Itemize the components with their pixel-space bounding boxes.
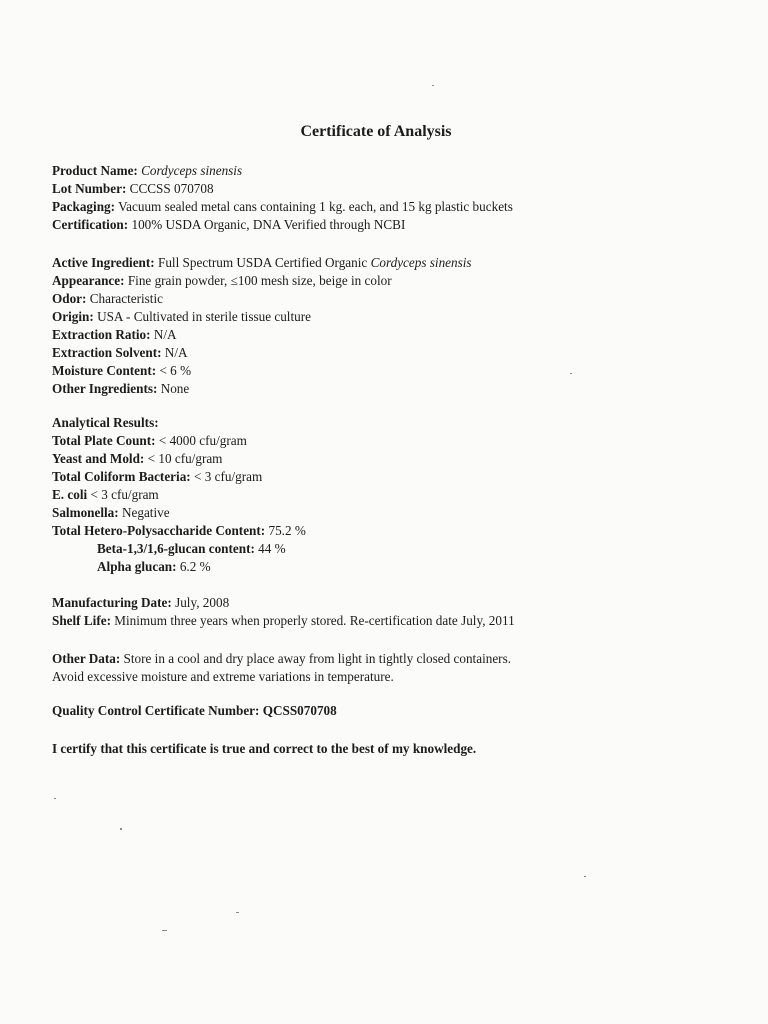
- scan-speck: [570, 373, 572, 374]
- certify-statement: I certify that this certificate is true and correct to the best of my knowledge.: [52, 741, 477, 756]
- analytical-row: E. coli < 3 cfu/gram: [52, 487, 159, 502]
- scan-speck: [432, 85, 434, 86]
- analytical-row: Total Plate Count: < 4000 cfu/gram: [52, 433, 247, 448]
- analytical-row: Total Coliform Bacteria: < 3 cfu/gram: [52, 469, 263, 484]
- product-section: [52, 162, 752, 234]
- certify-section: [52, 740, 752, 758]
- packaging-line: Packaging: Vacuum sealed metal cans containing 1 kg. each, and 15 kg plastic buckets: [52, 199, 513, 214]
- analytical-row: Salmonella: Negative: [52, 505, 170, 520]
- analytical-section: [52, 414, 752, 576]
- certification-line: Certification: 100% USDA Organic, DNA Verified through NCBI: [52, 217, 406, 232]
- active-ingredient-line: Active Ingredient: Full Spectrum USDA Certified Organic Cordyceps sinensis: [52, 255, 472, 270]
- analytical-heading: Analytical Results:: [52, 415, 159, 430]
- shelf-life-line: Shelf Life: Minimum three years when properly stored. Re-certification date July, 2011: [52, 613, 515, 628]
- appearance-line: Appearance: Fine grain powder, ≤100 mesh size, beige in color: [52, 273, 392, 288]
- other-data-line-2: Avoid excessive moisture and extreme variations in temperature.: [52, 669, 394, 684]
- scan-speck: [584, 876, 586, 877]
- scan-speck: [236, 912, 239, 913]
- analytical-row-indented: Alpha glucan: 6.2 %: [97, 559, 211, 574]
- odor-line: Odor: Characteristic: [52, 291, 163, 306]
- qc-section: [52, 702, 752, 720]
- extraction-ratio-line: Extraction Ratio: N/A: [52, 327, 177, 342]
- document-title: Certificate of Analysis: [300, 123, 452, 140]
- product-name-line: Product Name: Cordyceps sinensis: [52, 163, 243, 178]
- analytical-row: Total Hetero-Polysaccharide Content: 75.2 %: [52, 523, 306, 538]
- analytical-row: Yeast and Mold: < 10 cfu/gram: [52, 451, 223, 466]
- manufacturing-date-line: Manufacturing Date: July, 2008: [52, 595, 230, 610]
- origin-line: Origin: USA - Cultivated in sterile tissue culture: [52, 309, 311, 324]
- moisture-content-line: Moisture Content: < 6 %: [52, 363, 192, 378]
- qc-certificate-number: Quality Control Certificate Number: QCSS070708: [52, 703, 337, 718]
- analytical-row-indented: Beta-1,3/1,6-glucan content: 44 %: [97, 541, 286, 556]
- extraction-solvent-line: Extraction Solvent: N/A: [52, 345, 188, 360]
- dates-section: [52, 594, 752, 630]
- other-ingredients-line: Other Ingredients: None: [52, 381, 190, 396]
- specs-section: [52, 254, 752, 398]
- scan-speck: [54, 798, 56, 799]
- other-data-section: [52, 650, 752, 686]
- lot-number-line: Lot Number: CCCSS 070708: [52, 181, 214, 196]
- other-data-line-1: Other Data: Store in a cool and dry place away from light in tightly closed containers.: [52, 651, 512, 666]
- scan-speck: [120, 828, 122, 830]
- scan-speck: [162, 930, 167, 931]
